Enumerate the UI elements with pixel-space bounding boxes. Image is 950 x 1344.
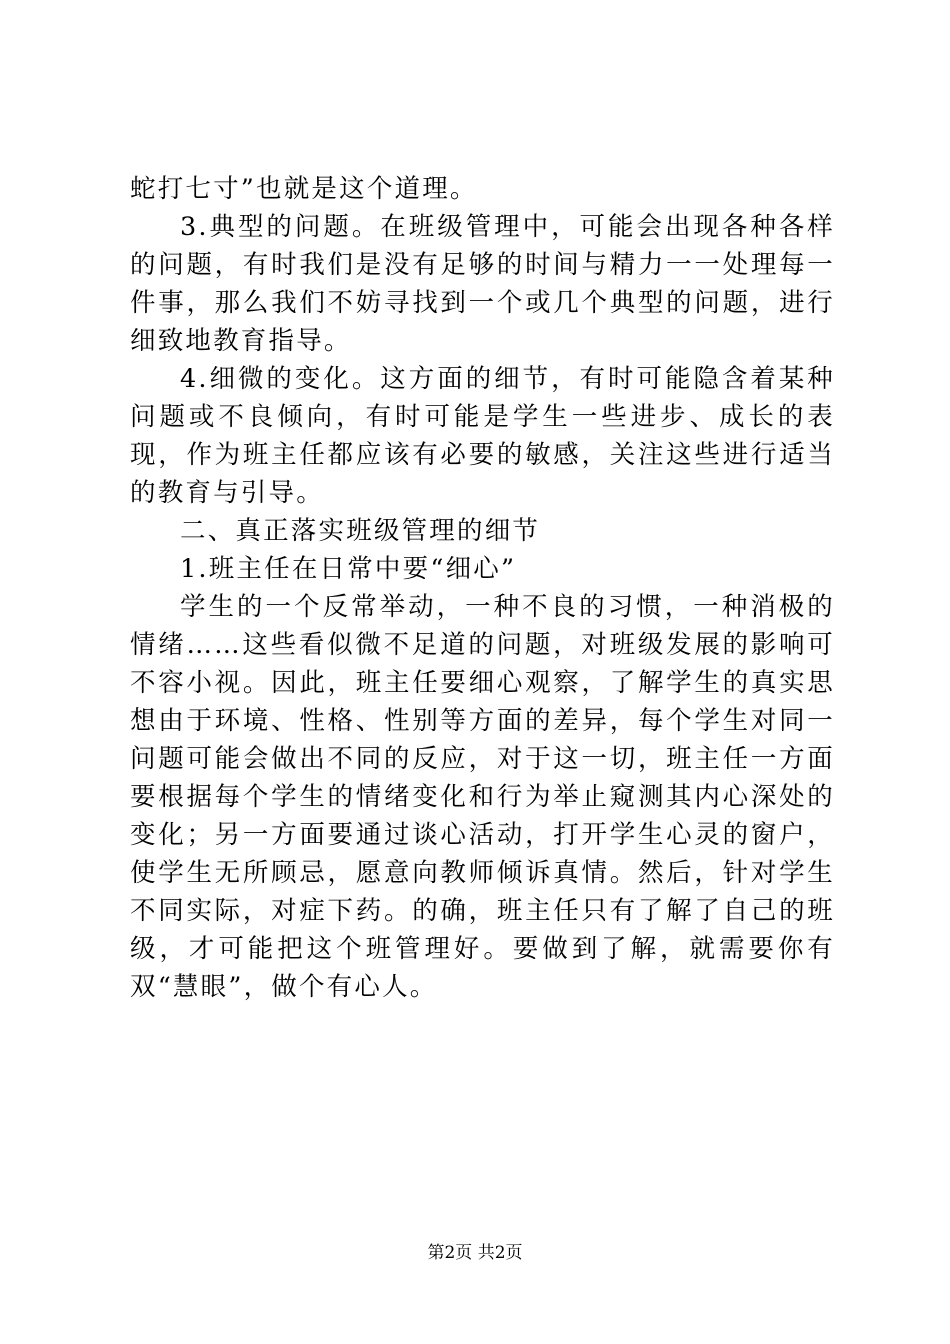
page-number-footer: 第2页 共2页	[427, 1243, 523, 1263]
paragraph-continuation: 蛇打七寸”也就是这个道理。	[130, 174, 478, 204]
subsection-heading: 1.班主任在日常中要“细心”	[180, 554, 517, 584]
section-heading: 二、真正落实班级管理的细节	[180, 516, 541, 546]
paragraph-careful-observation: 学生的一个反常举动，一种不良的习惯，一种消极的情绪……这些看似微不足道的问题，对班级发展的影响可不容小视。因此，班主任要细心观察，了解学生的真实思想由于环境、性格、性别等方面的差异，每个学生对同一问题可能会做出不同的反应，对于这一切，班主任一方面要根据每个学生的情绪变化和行为举止窥测其内心深处的变化；另一方面要通过谈心活动，打开学生心灵的窗户，使学生无所顾忌，愿意向教师倾诉真情。然后，针对学生不同实际，对症下药。的确，班主任只有了解了自己的班级，才可能把这个班管理好。要做到了解，就需要你有双“慧眼”，做个有心人。	[130, 592, 835, 1002]
paragraph-subtle-changes: 4.细微的变化。这方面的细节，有时可能隐含着某种问题或不良倾向，有时可能是学生一些进步、成长的表现，作为班主任都应该有必要的敏感，关注这些进行适当的教育与引导。	[130, 364, 835, 508]
paragraph-typical-problems: 3.典型的问题。在班级管理中，可能会出现各种各样的问题，有时我们是没有足够的时间与精力一一处理每一件事，那么我们不妨寻找到一个或几个典型的问题，进行细致地教育指导。	[130, 212, 835, 356]
document-body	[130, 170, 835, 1006]
